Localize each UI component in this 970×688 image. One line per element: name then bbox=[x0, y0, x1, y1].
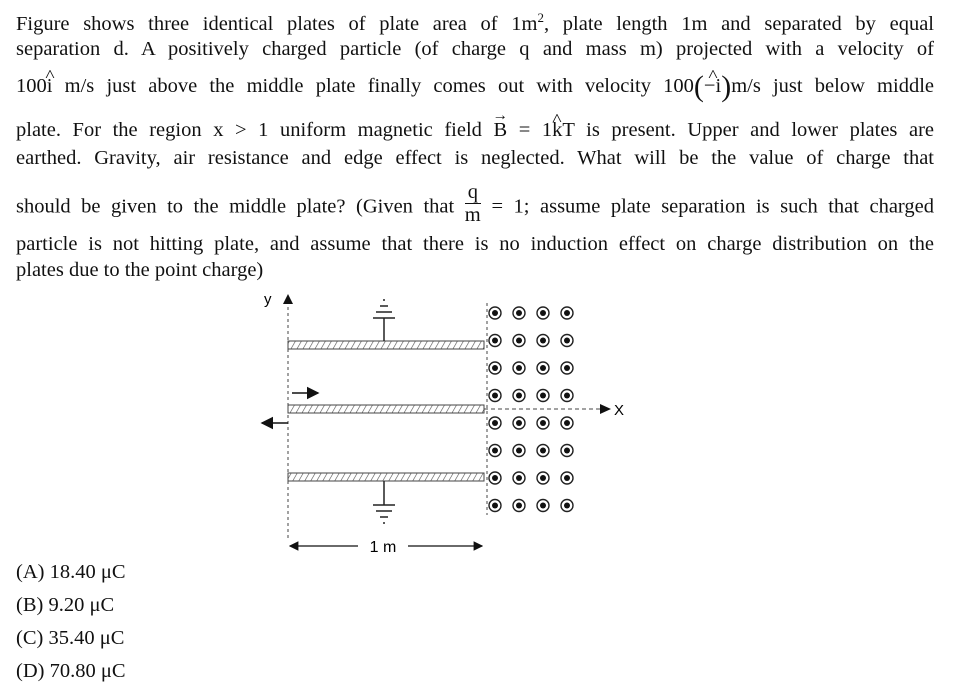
line1-text-b: , plate length 1m and separated by equal bbox=[544, 12, 934, 35]
field-dot-center bbox=[540, 475, 546, 481]
velocity-magnitude: 100 bbox=[16, 75, 47, 97]
question-line-3: 100i ^ m/s just above the middle plate finally comes out with velocity 100(−i ^)m/s just below middle bbox=[16, 70, 934, 104]
field-dot-center bbox=[540, 310, 546, 316]
field-dot-center bbox=[540, 393, 546, 399]
field-dot-center bbox=[516, 475, 522, 481]
lower-plate bbox=[288, 473, 484, 481]
question-line-7: particle is not hitting plate, and assume that there is no induction effect on charge distribution on the bbox=[16, 233, 934, 255]
field-dot-center bbox=[492, 503, 498, 509]
field-dot-center bbox=[516, 503, 522, 509]
x-axis-label: X bbox=[614, 402, 625, 419]
question-line-8: plates due to the point charge) bbox=[16, 259, 264, 281]
magnetic-field-symbol: B → bbox=[494, 119, 508, 142]
question-line-2: separation d. A positively charged particle (of charge q and mass m) projected with a velocity of bbox=[16, 38, 934, 60]
line6-text-a: should be given to the middle plate? (Given that bbox=[16, 195, 465, 218]
line4-text-a: plate. For the region x > 1 uniform magnetic field bbox=[16, 119, 494, 141]
field-dot-center bbox=[540, 338, 546, 344]
x-axis-arrowhead bbox=[600, 404, 611, 414]
field-dot-center bbox=[516, 365, 522, 371]
field-dot-center bbox=[540, 448, 546, 454]
lower-ground-symbol bbox=[373, 481, 395, 523]
line3-text-b: m/s just above the middle plate finally comes out with velocity 100 bbox=[64, 75, 694, 97]
upper-ground-symbol bbox=[373, 300, 395, 341]
y-axis-label: y bbox=[264, 291, 272, 308]
field-dot-center bbox=[564, 365, 570, 371]
field-dot-center bbox=[516, 310, 522, 316]
field-dot-center bbox=[492, 393, 498, 399]
dimension-label: 1 m bbox=[369, 539, 397, 556]
field-dot-center bbox=[564, 338, 570, 344]
unit-vector-neg-i: −i ^ bbox=[704, 75, 721, 98]
field-dot-center bbox=[564, 475, 570, 481]
line1-text-a: Figure shows three identical plates of plate area of 1m bbox=[16, 12, 538, 35]
middle-plate bbox=[288, 405, 484, 413]
line3-text-d: m/s just below middle bbox=[731, 75, 934, 97]
field-dot-center bbox=[540, 365, 546, 371]
field-dot-center bbox=[492, 475, 498, 481]
fraction-denominator: m bbox=[464, 203, 481, 226]
line4-text-b: = 1 bbox=[507, 119, 553, 141]
field-dot-center bbox=[492, 310, 498, 316]
field-dot-center bbox=[564, 393, 570, 399]
question-line-5: earthed. Gravity, air resistance and edge effect is neglected. What will be the value of charge that bbox=[16, 147, 934, 169]
line4-text-c: T is present. Upper and lower plates are bbox=[562, 119, 934, 141]
field-dot-center bbox=[492, 338, 498, 344]
field-dot-center bbox=[516, 338, 522, 344]
field-dot-center bbox=[492, 365, 498, 371]
line6-text-b: = 1; assume plate separation is such that charged bbox=[480, 195, 934, 218]
field-dot-center bbox=[540, 420, 546, 426]
field-dot-center bbox=[492, 420, 498, 426]
option-c[interactable]: (C) 35.40 μC bbox=[16, 627, 125, 649]
fraction-numerator: q bbox=[465, 182, 481, 204]
field-dot-center bbox=[564, 448, 570, 454]
option-b[interactable]: (B) 9.20 μC bbox=[16, 594, 115, 616]
unit-vector-i: i ^ bbox=[47, 75, 53, 98]
area-exponent: 2 bbox=[537, 10, 544, 25]
field-dot-center bbox=[516, 448, 522, 454]
field-dot-center bbox=[564, 310, 570, 316]
field-dot-center bbox=[516, 420, 522, 426]
option-d[interactable]: (D) 70.80 μC bbox=[16, 660, 126, 682]
field-dot-center bbox=[540, 503, 546, 509]
option-a[interactable]: (A) 18.40 μC bbox=[16, 561, 126, 583]
field-dot-center bbox=[492, 448, 498, 454]
y-axis-arrowhead bbox=[283, 294, 293, 304]
unit-vector-k: k ^ bbox=[552, 119, 562, 142]
field-dot-center bbox=[564, 420, 570, 426]
field-dot-center bbox=[516, 393, 522, 399]
field-dot-center bbox=[564, 503, 570, 509]
upper-plate bbox=[288, 341, 484, 349]
